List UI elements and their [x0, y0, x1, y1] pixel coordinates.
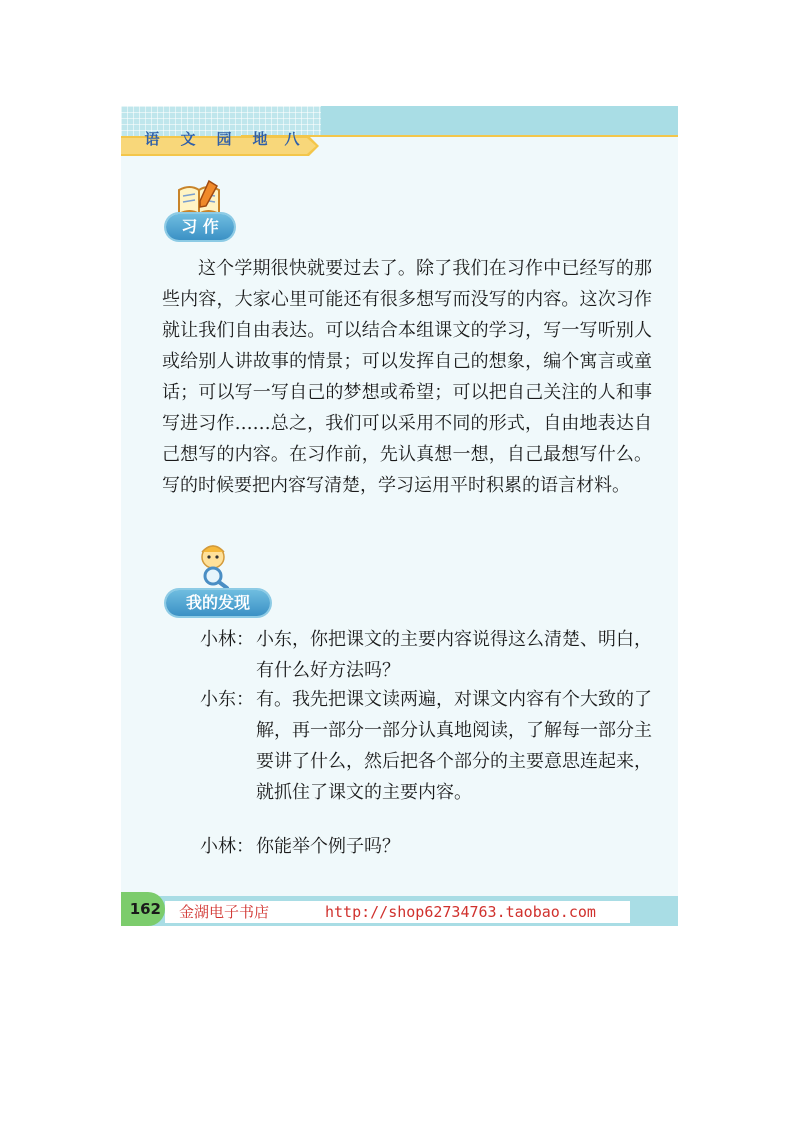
page-number: 162: [121, 892, 165, 926]
unit-title-char: 地: [252, 130, 268, 148]
unit-title-char: 园: [216, 130, 232, 148]
dialogue-text: 小东，你把课文的主要内容说得这么清楚、明白，有什么好方法吗？: [256, 629, 652, 681]
unit-title-char: 语: [144, 130, 160, 148]
dialogue-speaker: 小东：: [200, 689, 254, 710]
dialogue-line: [200, 831, 660, 862]
open-book-pencil-icon: [176, 178, 224, 218]
writing-paragraph: 这个学期很快就要过去了。除了我们在习作中已经写的那些内容，大家心里可能还有很多想写而没写的内容。这次习作就让我们自由表达。可以结合本组课文的学习，写一写听别人或给别人讲故事的情景；可以发挥自己的想象，编个寓言或童话；可以写一写自己的梦想或希望；可以把自己关注的人和事写进习作……总之，我们可以采用不同的形式，自由地表达自己想写的内容。在习作前，先认真想一想，自己最想写什么。写的时候要把内容写清楚，学习运用平时积累的语言材料。: [162, 258, 652, 496]
magnifier-mascot-icon: [193, 542, 233, 590]
store-name: 金湖电子书店: [179, 903, 270, 921]
dialogue-line: [200, 624, 660, 686]
unit-title-char: 八: [284, 130, 300, 148]
store-url: http://shop62734763.taobao.com: [325, 903, 596, 921]
unit-title-char: 文: [180, 130, 196, 148]
header-band-right: [321, 106, 678, 136]
dialogue-text: 有。我先把课文读两遍，对课文内容有个大致的了解，再一部分一部分认真地阅读，了解每一部分主要讲了什么，然后把各个部分的主要意思连起来，就抓住了课文的主要内容。: [256, 689, 652, 803]
dialogue-line: [200, 684, 660, 808]
writing-section-label: 习 作: [166, 214, 234, 240]
watermark-bar: [165, 901, 630, 923]
discovery-section-label: 我的发现: [166, 590, 270, 616]
dialogue-speaker: 小林：: [200, 629, 254, 650]
textbook-page: [121, 106, 678, 926]
dialogue-speaker: 小林：: [200, 836, 254, 857]
dialogue-text: 你能举个例子吗？: [256, 836, 400, 857]
